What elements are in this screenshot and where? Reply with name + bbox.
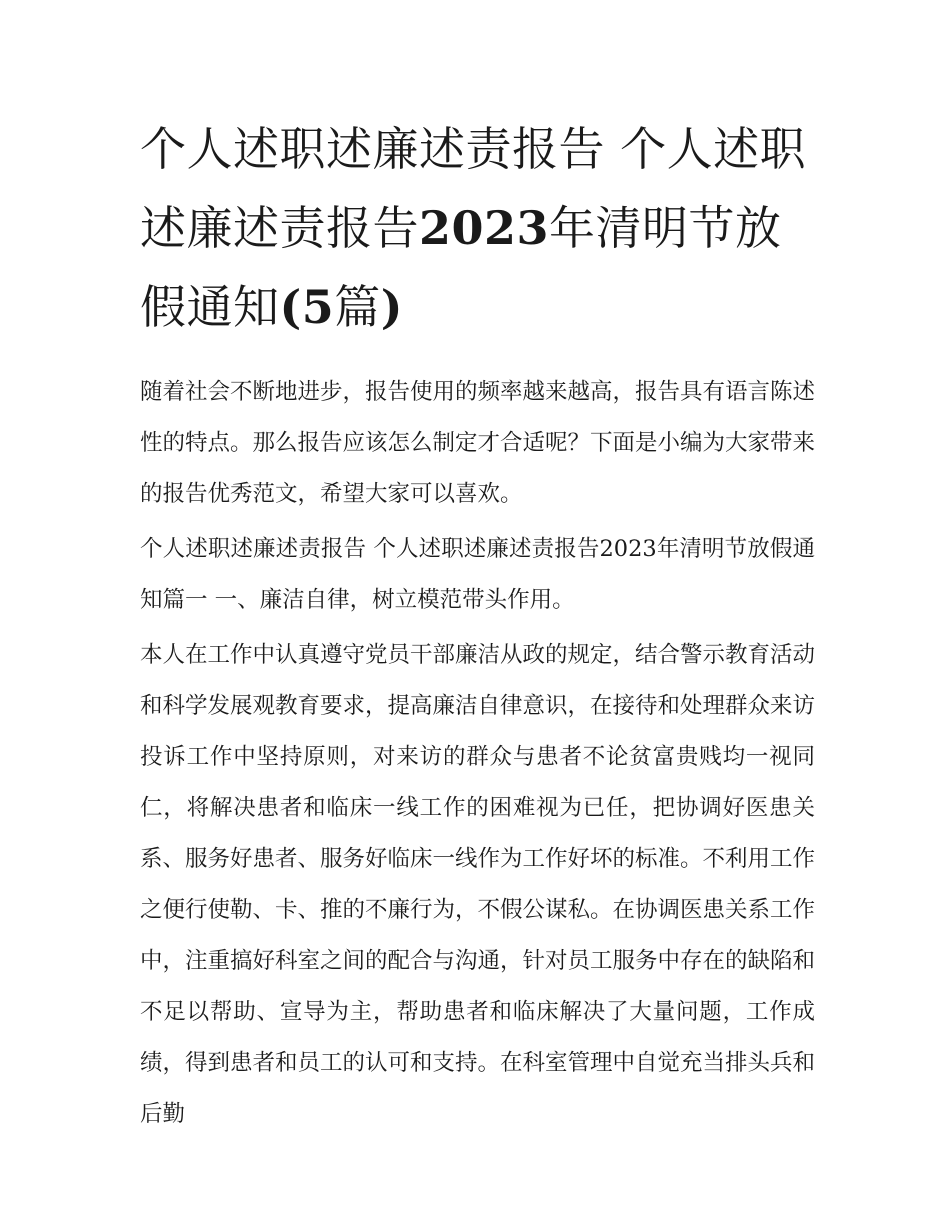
document-body (140, 110, 815, 1144)
title-text-2: 年清明节放假通知 (140, 201, 782, 334)
title-close-paren: ) (380, 280, 404, 334)
title-year: 2023 (419, 201, 550, 255)
body-paragraph: 本人在工作中认真遵守党员干部廉洁从政的规定，结合警示教育活动和科学发展观教育要求，提高廉洁自律意识，在接待和处理群众来访投诉工作中坚持原则，对来访的群众与患者不论贫富贵贱均一视同仁，将解决患者和临床一线工作的困难视为已任，把协调好医患关系、服务好患者、服务好临床一线作为工作好坏的标准。不利用工作之便行使勒、卡、推的不廉行为，不假公谋私。在协调医患关系工作中，注重搞好科室之间的配合与沟通，针对员工服务中存在的缺陷和不足以帮助、宣导为主，帮助患者和临床解决了大量问题，工作成绩，得到患者和员工的认可和支持。在科室管理中自觉充当排头兵和后勤 (140, 642, 816, 1127)
title-count: (5 (279, 280, 335, 334)
title-text: 个人述职述廉述责报告 个人述职述廉述责报告 (140, 122, 807, 255)
intro-paragraph: 随着社会不断地进步，报告使用的频率越来越高，报告具有语言陈述性的特点。那么报告应该怎么制定才合适呢？下面是小编为大家带来的报告优秀范文，希望大家可以喜欢。 (140, 379, 816, 507)
section-heading-paragraph: 个人述职述廉述责报告 个人述职述廉述责报告2023年清明节放假通知篇一 一、廉洁自律，树立模范带头作用。 (140, 536, 815, 613)
document-title (140, 110, 815, 347)
title-count-unit: 篇 (334, 280, 381, 334)
